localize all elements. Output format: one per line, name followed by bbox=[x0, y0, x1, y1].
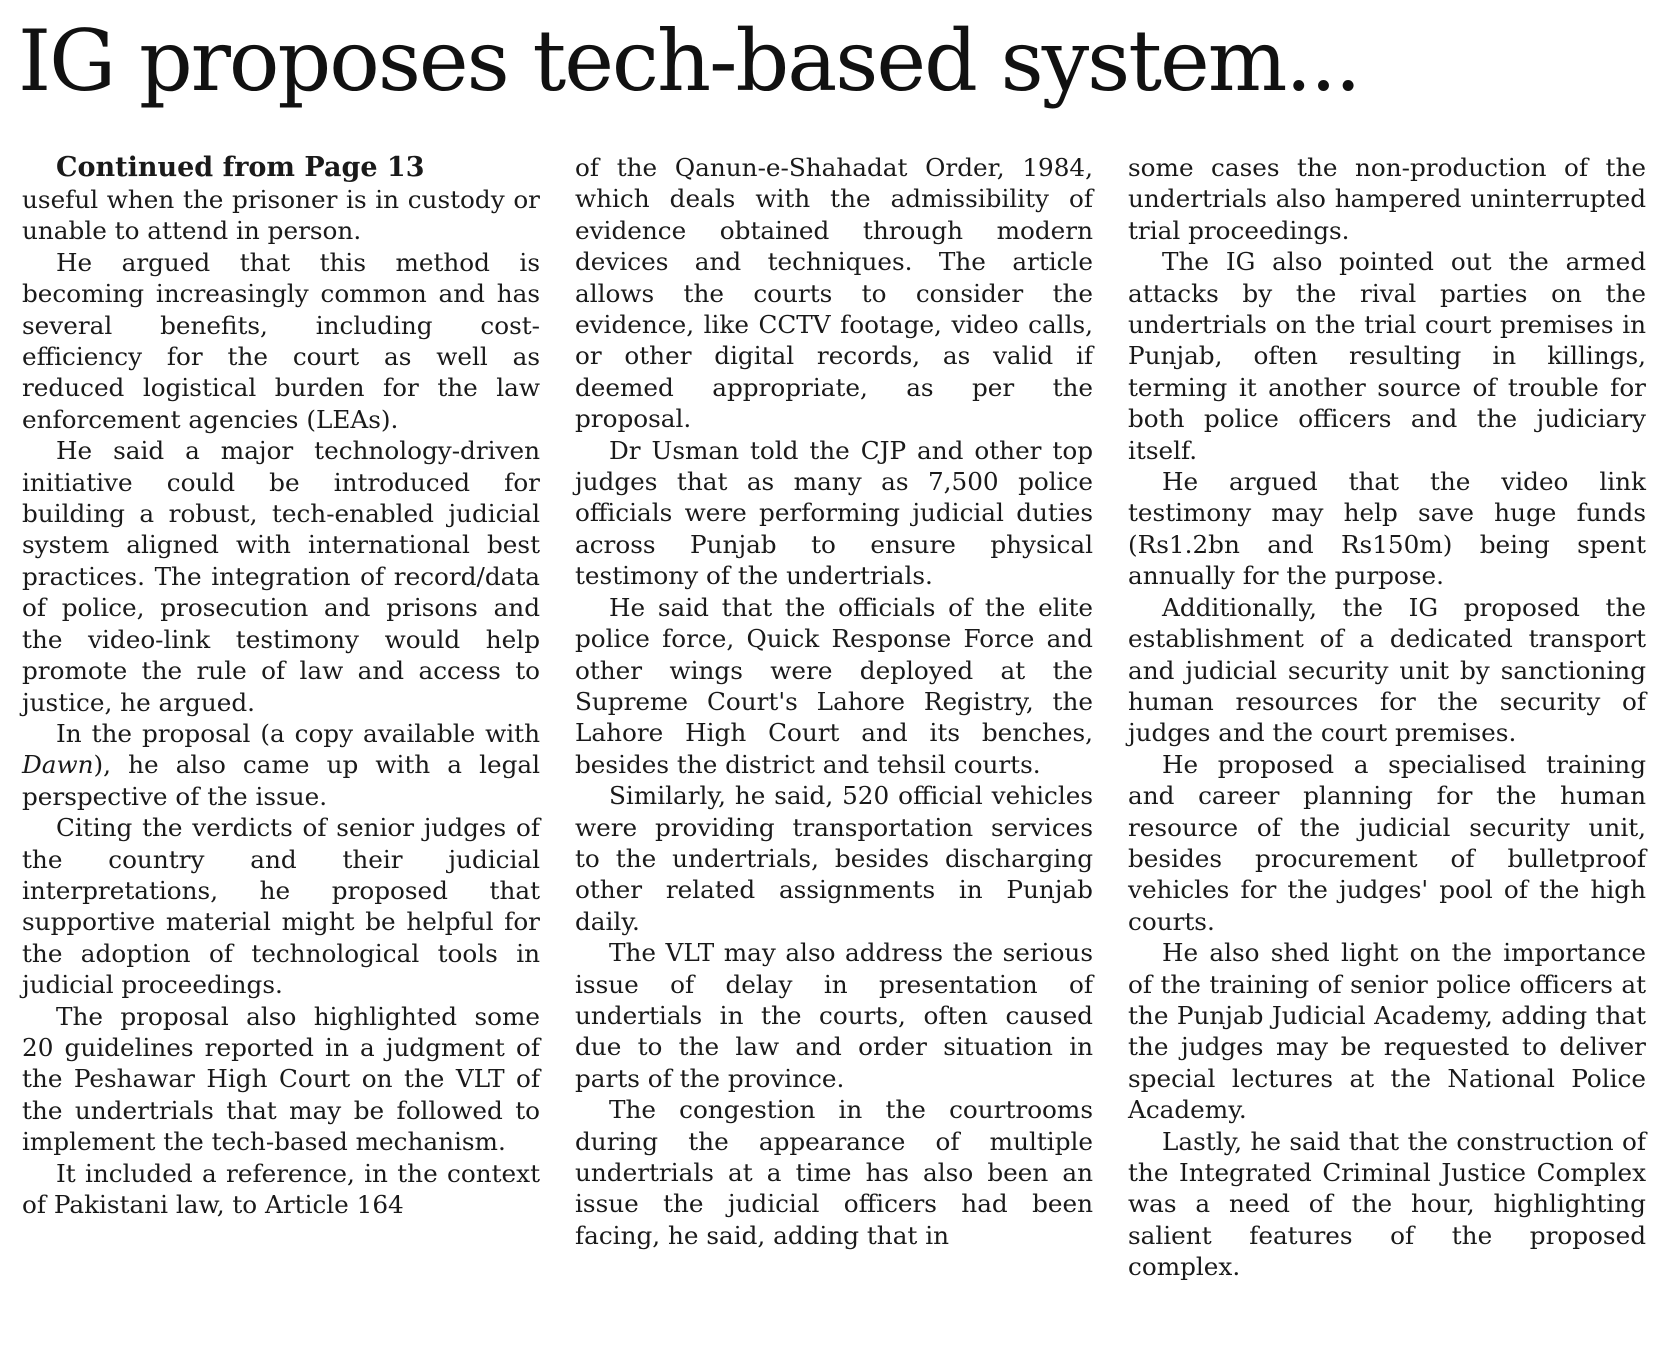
paragraph: of the Qanun-e-Shahadat Order, 1984, which deals with the admissibility of evidence obtained through modern devices and techniques. The article allows the courts to consider the evidence, like CCTV footage, video calls, or other digital records, as valid if deemed appropriate, as per the proposal. bbox=[575, 153, 1093, 434]
paragraph: some cases the non-production of the undertrials also hampered uninterrupted trial proceedings. bbox=[1128, 153, 1646, 245]
paragraph: He argued that this method is becoming increasingly common and has several benefits, including cost-efficiency for the court as well as reduced logistical burden for the law enforcement agencies (LEAs). bbox=[22, 247, 540, 434]
paragraph: It included a reference, in the context of Pakistani law, to Article 164 bbox=[22, 1158, 540, 1219]
column-2 bbox=[575, 152, 1093, 1251]
paragraph: Additionally, the IG proposed the establishment of a dedicated transport and judicial security unit by sanctioning human resources for the security of judges and the court premises. bbox=[1128, 592, 1646, 748]
publication-name: Dawn bbox=[22, 750, 94, 780]
paragraph: He proposed a specialised training and career planning for the human resource of the judicial security unit, besides procurement of bulletproof vehicles for the judges' pool of the high courts. bbox=[1128, 749, 1646, 936]
headline: IG proposes tech-based system... bbox=[18, 12, 1360, 110]
paragraph-text: In the proposal (a copy available with bbox=[56, 718, 540, 748]
paragraph: He argued that the video link testimony may help save huge funds (Rs1.2bn and Rs150m) being spent annually for the purpose. bbox=[1128, 467, 1646, 591]
continued-from-label: Continued from Page 13 bbox=[56, 152, 425, 183]
paragraph: The congestion in the courtrooms during the appearance of multiple undertrials at a time has also been an issue the judicial officers had been facing, he said, adding that in bbox=[575, 1095, 1093, 1250]
paragraph: useful when the prisoner is in custody or unable to attend in person. bbox=[22, 185, 540, 246]
paragraph: The proposal also highlighted some 20 guidelines reported in a judgment of the Peshawar High Court on the VLT of the undertrials that may be followed to implement the tech-based mechanism. bbox=[22, 1001, 540, 1157]
paragraph: He said a major technology-driven initiative could be introduced for building a robust, tech-enabled judicial system aligned with international best practices. The integration of record/data of police, prosecution and prisons and the video-link testimony would help promote the rule of law and access to justice, he argued. bbox=[22, 436, 540, 717]
paragraph-text: ), he also came up with a legal perspective of the issue. bbox=[22, 750, 540, 811]
paragraph: He also shed light on the importance of the training of senior police officers at the Punjab Judicial Academy, adding that the judges may be requested to deliver special lectures at the National Police Academy. bbox=[1128, 938, 1646, 1125]
paragraph: Lastly, he said that the construction of the Integrated Criminal Justice Complex was a need of the hour, highlighting salient features of the proposed complex. bbox=[1128, 1126, 1646, 1282]
paragraph: Similarly, he said, 520 official vehicles were providing transportation services to the undertrials, besides discharging other related assignments in Punjab daily. bbox=[575, 781, 1093, 936]
column-3 bbox=[1128, 152, 1646, 1283]
paragraph: He said that the officials of the elite police force, Quick Response Force and other wings were deployed at the Supreme Court's Lahore Registry, the Lahore High Court and its benches, besides the district and tehsil courts. bbox=[575, 592, 1093, 779]
paragraph: Citing the verdicts of senior judges of the country and their judicial interpretations, he proposed that supportive material might be helpful for the adoption of technological tools in judicial proceedings. bbox=[22, 813, 540, 1000]
paragraph: The VLT may also address the serious issue of delay in presentation of undertials in the courts, often caused due to the law and order situation in parts of the province. bbox=[575, 938, 1093, 1093]
column-1 bbox=[22, 152, 540, 1220]
paragraph bbox=[22, 718, 540, 812]
paragraph: The IG also pointed out the armed attacks by the rival parties on the undertrials on the trial court premises in Punjab, often resulting in killings, terming it another source of trouble for both police officers and the judiciary itself. bbox=[1128, 247, 1646, 465]
paragraph: Dr Usman told the CJP and other top judges that as many as 7,500 police officials were performing judicial duties across Punjab to ensure physical testimony of the undertrials. bbox=[575, 435, 1093, 591]
